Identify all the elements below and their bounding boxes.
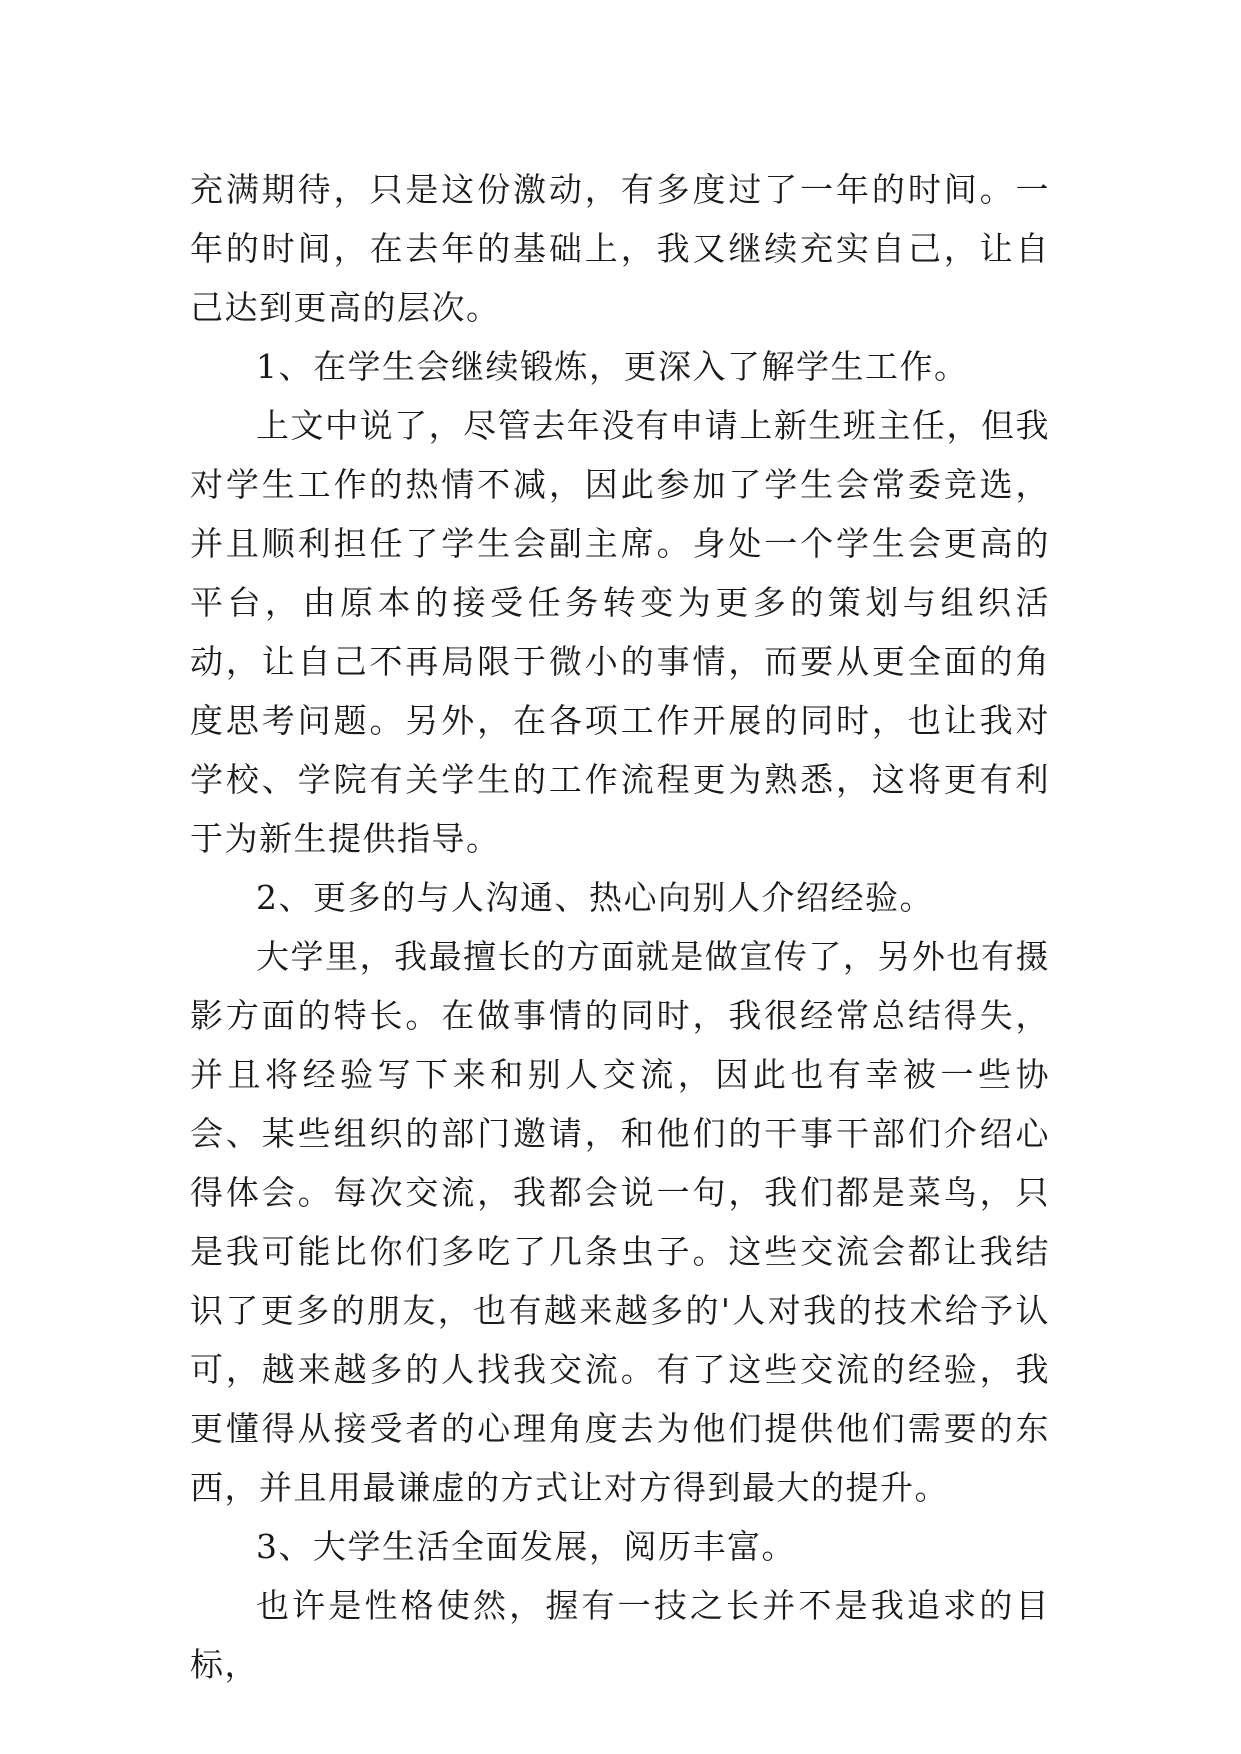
paragraph-student-union: 上文中说了，尽管去年没有申请上新生班主任，但我对学生工作的热情不减，因此参加了学生会常委竞选，并且顺利担任了学生会副主席。身处一个学生会更高的平台，由原本的接受任务转变为更多的策划与组织活动，让自己不再局限于微小的事情，而要从更全面的角度思考问题。另外，在各项工作开展的同时，也让我对学校、学院有关学生的工作流程更为熟悉，这将更有利于为新生提供指导。: [190, 406, 1050, 858]
paragraph-communication: 大学里，我最擅长的方面就是做宣传了，另外也有摄影方面的特长。在做事情的同时，我很经常总结得失，并且将经验写下来和别人交流，因此也有幸被一些协会、某些组织的部门邀请，和他们的干事干部们介绍心得体会。每次交流，我都会说一句，我们都是菜鸟，只是我可能比你们多吃了几条虫子。这些交流会都让我结识了更多的朋友，也有越来越多的'人对我的技术给予认可，越来越多的人找我交流。有了这些交流的经验，我更懂得从接受者的心理角度去为他们提供他们需要的东西，并且用最谦虚的方式让对方得到最大的提升。: [190, 937, 1050, 1507]
body-text: [190, 160, 1050, 1694]
paragraph-intro: 充满期待，只是这份激动，有多度过了一年的时间。一年的时间，在去年的基础上，我又继续充实自己，让自己达到更高的层次。: [190, 170, 1050, 327]
paragraph-development: 也许是性格使然，握有一技之长并不是我追求的目标，: [190, 1586, 1050, 1684]
section-heading-3: 3、大学生活全面发展，阅历丰富。: [256, 1527, 796, 1566]
section-heading-1: 1、在学生会继续锻炼，更深入了解学生工作。: [256, 347, 969, 386]
section-heading-2: 2、更多的与人沟通、热心向别人介绍经验。: [256, 878, 934, 917]
